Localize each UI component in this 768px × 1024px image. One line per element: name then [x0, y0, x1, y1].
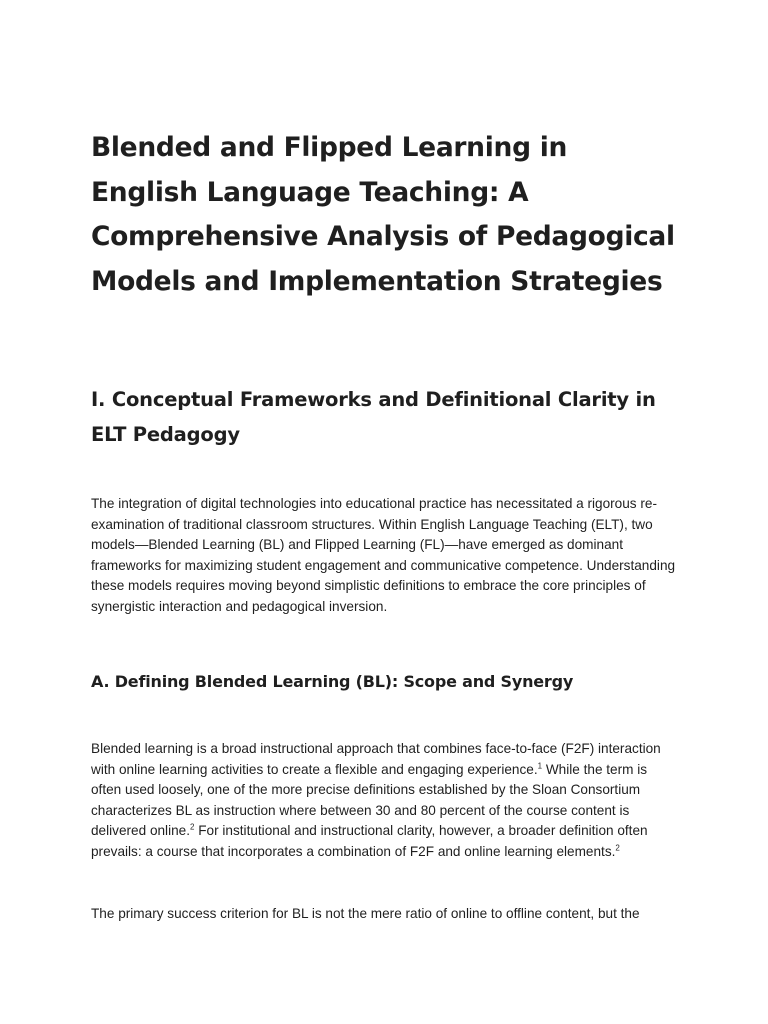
paragraph-text: While the term is often used loosely, one of the more precise definitions established by the Sloan Consortium characterizes BL as instruction where between 30 and 80 percent of the course content is delivered online.	[91, 761, 648, 838]
footnote-ref[interactable]: 2	[190, 822, 195, 832]
footnote-ref[interactable]: 2	[615, 842, 620, 852]
paragraph-text: For institutional and instructional clarity, however, a broader definition often prevails: a course that incorporates a combination of F2F and online learning elements.	[91, 823, 648, 859]
footnote-ref[interactable]: 1	[537, 760, 543, 770]
intro-paragraph: The integration of digital technologies into educational practice has necessitated a rigorous re-examination of traditional classroom structures. Within English Language Teaching (ELT), two models—Blended Learning (BL) and Flipped Learning (FL)—have emerged as dominant frameworks for maximizing student engagement and communicative competence. Understanding these models requires moving beyond simplistic definitions to embrace the core principles of synergistic interaction and pedagogical inversion.	[91, 496, 676, 614]
paragraph-text: Blended learning is a broad instructional approach that combines face-to-face (F2F) interaction with online learning activities to create a flexible and engaging experience.	[91, 741, 661, 777]
section-heading: I. Conceptual Frameworks and Definitional Clarity in ELT Pedagogy	[91, 388, 656, 446]
document-title: Blended and Flipped Learning in English Language Teaching: A Comprehensive Analysis of Pedagogical Models and Implementation Strategies	[91, 132, 675, 297]
subsection-heading: A. Defining Blended Learning (BL): Scope and Synergy	[91, 672, 574, 691]
success-criterion-paragraph: The primary success criterion for BL is not the mere ratio of online to offline content, but the	[91, 906, 640, 921]
blended-learning-paragraph	[91, 739, 681, 862]
